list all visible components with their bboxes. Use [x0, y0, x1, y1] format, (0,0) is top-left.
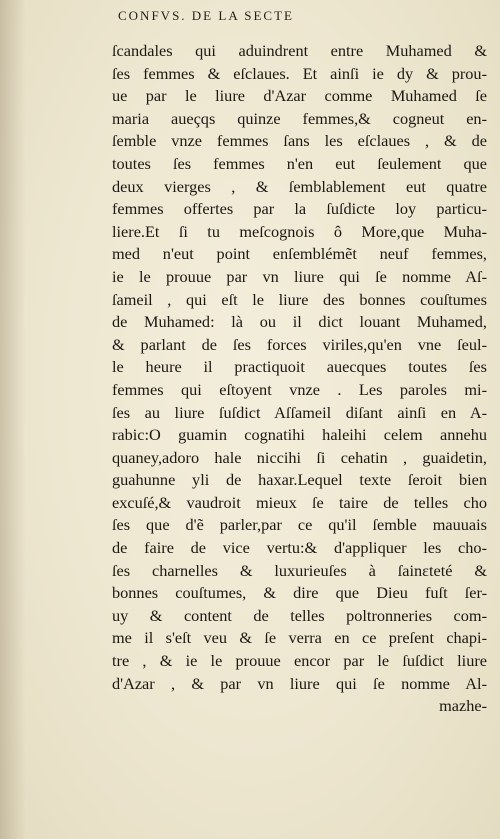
- text-line: ſemble vnze femmes ſans les eſclaues , & de: [112, 131, 487, 151]
- text-line: ie le prouue par vn liure qui ſe nomme Aſ-: [112, 266, 487, 286]
- text-line: & parlant de ſes forces viriles,qu'en vne ſeul-: [112, 334, 487, 354]
- text-line: maria aueçqs quinze femmes,& cogneut en-: [112, 108, 487, 128]
- text-line: tre , & ie le prouue encor par le ſuſdict liure: [112, 651, 487, 671]
- body-text: [112, 40, 487, 718]
- text-line: ſes femmes & eſclaues. Et ainſi ie dy & prou-: [112, 63, 487, 83]
- catchword: mazhe-: [439, 696, 487, 716]
- gutter-shadow: [0, 0, 26, 839]
- text-line: med n'eut point enſemblémẽt neuf femmes,: [112, 244, 487, 264]
- text-line: me il s'eſt veu & ſe verra en ce preſent chapi-: [112, 628, 487, 648]
- text-line: liere.Et ſi tu meſcognois ô More,que Muha-: [112, 221, 487, 241]
- text-line: ſes au liure ſuſdict Aſſameil diſant ainſi en A-: [112, 402, 487, 422]
- text-line: deux vierges , & ſemblablement eut quatre: [112, 176, 487, 196]
- text-line: ſes charnelles & luxurieuſes à ſainɛteté &: [112, 560, 487, 580]
- text-line: ſameil , qui eſt le liure des bonnes couſtumes: [112, 289, 487, 309]
- text-line: uy & content de telles poltronneries com-: [112, 605, 487, 625]
- running-header: CONFVS. DE LA SECTE: [118, 8, 294, 23]
- text-line: ue par le liure d'Azar comme Muhamed ſe: [112, 86, 487, 106]
- text-line: femmes offertes par la ſuſdicte loy particu-: [112, 199, 487, 219]
- text-line: ſcandales qui aduindrent entre Muhamed &: [112, 41, 487, 60]
- text-line: femmes qui eſtoyent vnze . Les paroles mi-: [112, 379, 487, 399]
- text-line: de Muhamed: là ou il dict louant Muhamed,: [112, 312, 487, 332]
- text-line: guahunne yli de haxar.Lequel texte ſeroit bien: [112, 470, 487, 490]
- text-line: d'Azar , & par vn liure qui ſe nomme Al-: [112, 673, 487, 693]
- text-line: ſes que d'ẽ parler,par ce qu'il ſemble mauuais: [112, 515, 487, 535]
- text-line: quaney,adoro hale niccihi ſi cehatin , guaidetin,: [112, 447, 487, 467]
- text-line: de faire de vice vertu:& d'appliquer les cho-: [112, 538, 487, 558]
- text-line: bonnes couſtumes, & dire que Dieu fuſt ſer-: [112, 583, 487, 603]
- text-line: toutes ſes femmes n'en eut ſeulement que: [112, 153, 487, 173]
- text-line: excuſé,& vaudroit mieux ſe taire de telles cho: [112, 492, 487, 512]
- text-line: rabic:O guamin cognatihi haleihi celem annehu: [112, 425, 487, 445]
- text-line: le heure il practiquoit auecques toutes ſes: [112, 357, 487, 377]
